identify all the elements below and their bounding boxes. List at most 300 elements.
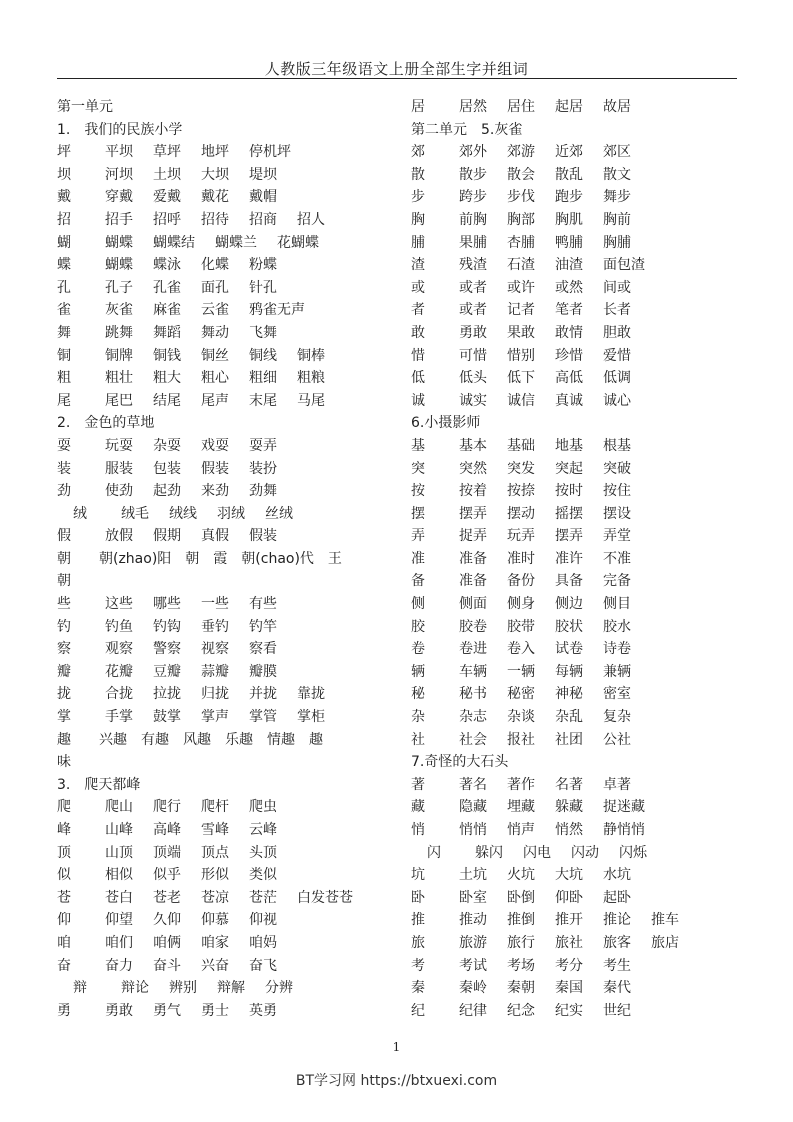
compound-word: 捉迷藏 [603,799,645,816]
character-entry [411,186,751,209]
compound-word: 悄然 [555,822,583,838]
compound-word: 卓著 [603,776,631,793]
compound-word: 突破 [603,460,631,477]
compound-word: 奋力 [105,957,133,974]
compound-word: 悄声 [507,822,535,838]
character-entry [411,164,751,187]
character-entry [411,548,751,571]
compound-word: 蝶泳 [153,257,181,274]
entry-character: 藏 [411,799,425,816]
compound-word: 咱家 [201,934,229,951]
compound-word: 视察 [201,641,229,658]
compound-word: 末尾 [249,392,277,409]
compound-word: 咱们 [105,934,133,951]
compound-word: 招商 [249,211,277,228]
compound-word: 低头 [459,370,487,387]
section-heading: 6.小摄影师 [411,415,481,432]
compound-word: 戴帽 [249,189,277,206]
character-entry [411,232,751,255]
compound-word: 化蝶 [201,257,229,274]
compound-word: 咱俩 [153,934,181,951]
compound-word: 步伐 [507,189,535,206]
character-entry [57,209,397,232]
compound-word: 著名 [459,776,487,793]
entry-character: 弄 [411,528,425,545]
compound-word: 绒线 [169,505,197,522]
character-entry [411,458,751,481]
compound-word: 苍老 [153,889,181,906]
character-entry [57,232,397,255]
compound-word: 奋斗 [153,957,181,974]
compound-word: 每辆 [555,663,583,680]
compound-word: 车辆 [459,663,487,680]
character-entry [57,706,397,729]
compound-word: 推倒 [507,912,535,929]
compound-word: 爱戴 [153,189,181,206]
compound-word: 瓣膜 [249,663,277,680]
compound-word: 散文 [603,166,631,183]
compound-word: 铜钱 [153,347,181,364]
header-divider [57,78,737,79]
character-entry [57,367,397,390]
entry-character: 突 [411,460,425,477]
compound-word: 铜丝 [201,347,229,364]
compound-word: 仰慕 [201,912,229,929]
character-entry [411,299,751,322]
character-entry [411,277,751,300]
compound-word: 包装 [153,460,181,477]
compound-word: 摆弄 [555,528,583,545]
entry-character: 招 [57,211,71,228]
compound-word: 白发苍苍 [297,889,353,906]
compound-word: 摆动 [507,505,535,522]
compound-word: 诗卷 [603,641,631,658]
character-entry [57,164,397,187]
entry-character: 耍 [57,437,71,454]
compound-word: 果脯 [459,234,487,251]
compound-word: 隐藏 [459,799,487,816]
section-heading: 第二单元 5.灰雀 [411,121,523,138]
compound-word: 地基 [555,437,583,454]
compound-word: 云雀 [201,302,229,319]
compound-word: 勇敢 [105,1002,133,1019]
compound-word: 归拢 [201,686,229,703]
compound-word: 油渣 [555,257,583,274]
compound-word: 准备 [459,550,487,567]
compound-word: 蝴蝶结 [153,234,195,251]
compound-word: 诚心 [603,392,631,409]
compound-word: 顶点 [201,844,229,861]
compound-word: 散乱 [555,166,583,183]
compound-word: 头顶 [249,844,277,861]
compound-word: 有些 [249,596,277,613]
compound-word: 杂志 [459,709,487,726]
compound-word: 玩弄 [507,528,535,545]
compound-word: 尾声 [201,392,229,409]
right-column [411,96,751,1022]
compound-word: 奋飞 [249,957,277,974]
character-entry [57,864,397,887]
compound-word: 铜线 [249,347,277,364]
compound-word: 这些 [105,596,133,613]
compound-word: 地坪 [201,144,229,161]
compound-word: 居然 [459,99,487,115]
entry-character: 或 [411,279,425,296]
character-entry [411,345,751,368]
compound-word: 弄堂 [603,528,631,545]
compound-word: 复杂 [603,709,631,726]
compound-word: 铜棒 [297,347,325,364]
character-entry [411,661,751,684]
entry-character: 杂 [411,709,425,726]
compound-word: 杂耍 [153,437,181,454]
entry-character: 瓣 [57,663,71,680]
compound-word: 水坑 [603,867,631,884]
compound-word: 旅客 [603,934,631,951]
compound-word: 突然 [459,460,487,477]
compound-word: 英勇 [249,1002,277,1019]
character-entry [57,977,397,1000]
compound-word: 耍弄 [249,437,277,454]
compound-word: 胆敢 [603,324,631,341]
compound-word: 类似 [249,867,277,884]
compound-word: 分辨 [265,980,293,997]
compound-word: 钓鱼 [105,618,133,635]
compound-word: 戴花 [201,189,229,206]
compound-word: 考场 [507,957,535,974]
entry-character: 装 [57,460,71,477]
compound-word: 密室 [603,686,631,703]
compound-word: 来劲 [201,483,229,500]
character-entry [411,864,751,887]
compound-word: 可惜 [459,347,487,364]
compound-word: 平坝 [105,144,133,161]
compound-word: 旅游 [459,934,487,951]
compound-word: 按时 [555,483,583,500]
character-entry [411,570,751,593]
compound-word: 形似 [201,867,229,884]
compound-word: 敢情 [555,324,583,341]
compound-word: 并拢 [249,686,277,703]
compound-word: 摆设 [603,505,631,522]
section-heading: 7.奇怪的大石头 [411,754,509,771]
entry-character: 坪 [57,144,71,161]
entry-character: 拢 [57,686,71,703]
entry-character: 渣 [411,257,425,274]
character-entry [57,390,397,413]
entry-character: 闪 [427,844,441,861]
character-entry [57,955,397,978]
character-entry [411,593,751,616]
entry-character: 居 [411,99,425,115]
entry-line: 味 [57,754,71,771]
compound-word: 兴奋 [201,957,229,974]
character-entry [57,819,397,842]
compound-word: 一些 [201,596,229,613]
compound-word: 郊区 [603,144,631,161]
compound-word: 面包渣 [603,257,645,274]
entry-character: 秘 [411,686,425,703]
character-entry [411,955,751,978]
compound-word: 胸前 [603,211,631,228]
compound-word: 蒜瓣 [201,663,229,680]
left-column [57,96,397,1022]
compound-word: 故居 [603,99,631,115]
entry-character: 戴 [57,189,71,206]
compound-word: 大坑 [555,867,583,884]
entry-character: 辆 [411,663,425,680]
entry-character: 郊 [411,144,425,161]
compound-word: 推车 [651,912,679,929]
compound-word: 羽绒 [217,505,245,522]
compound-word: 社团 [555,731,583,748]
compound-word: 爬杆 [201,799,229,816]
compound-word: 钓竿 [249,618,277,635]
compound-word: 辩解 [217,980,245,997]
entry-character: 苍 [57,889,71,906]
compound-word: 马尾 [297,392,325,409]
character-entry [411,796,751,819]
character-entry [411,683,751,706]
compound-word: 拉拢 [153,686,181,703]
character-entry [57,503,397,526]
compound-word: 埋藏 [507,799,535,816]
compound-word: 结尾 [153,392,181,409]
compound-word: 报社 [507,731,535,748]
entry-character: 雀 [57,302,71,319]
character-entry [411,774,751,797]
entry-character: 铜 [57,347,71,364]
compound-word: 摇摆 [555,505,583,522]
compound-word: 纪念 [507,1002,535,1019]
compound-word: 准备 [459,573,487,590]
compound-word: 卷进 [459,641,487,658]
entry-line: 朝 朝(zhao)阳 朝 霞 朝(chao)代 王 [57,550,342,567]
character-entry [411,616,751,639]
compound-word: 间或 [603,279,631,296]
compound-word: 麻雀 [153,302,181,319]
character-entry [411,367,751,390]
compound-word: 土坝 [153,166,181,183]
compound-word: 杂乱 [555,709,583,726]
compound-word: 果敢 [507,324,535,341]
compound-word: 胸肌 [555,211,583,228]
compound-word: 闪电 [523,844,551,861]
compound-word: 旅行 [507,934,535,951]
character-entry [57,683,397,706]
compound-word: 突发 [507,460,535,477]
entry-character: 掌 [57,709,71,726]
compound-word: 堤坝 [249,166,277,183]
compound-word: 真假 [201,528,229,545]
compound-word: 考试 [459,957,487,974]
entry-character: 侧 [411,596,425,613]
compound-word: 土坑 [459,867,487,884]
compound-word: 铜牌 [105,347,133,364]
entry-character: 脯 [411,234,425,251]
compound-word: 秘书 [459,686,487,703]
compound-word: 闪烁 [619,844,647,861]
compound-word: 完备 [603,573,631,590]
compound-word: 或者 [459,302,487,319]
compound-word: 起卧 [603,889,631,906]
entry-character: 顶 [57,844,71,861]
entry-character: 钓 [57,618,71,635]
compound-word: 郊外 [459,144,487,161]
compound-word: 推论 [603,912,631,929]
compound-word: 粗心 [201,370,229,387]
entry-character: 咱 [57,934,71,951]
compound-word: 勇士 [201,1002,229,1019]
compound-word: 准许 [555,550,583,567]
compound-word: 掌声 [201,709,229,726]
section-heading: 1. 我们的民族小学 [57,121,183,138]
compound-word: 停机坪 [249,144,291,161]
compound-word: 侧边 [555,596,583,613]
compound-word: 招呼 [153,211,181,228]
entry-character: 孔 [57,279,71,296]
compound-word: 或然 [555,279,583,296]
character-entry [57,616,397,639]
compound-word: 胸部 [507,211,535,228]
compound-word: 郊游 [507,144,535,161]
compound-word: 河坝 [105,166,133,183]
compound-word: 闪动 [571,844,599,861]
compound-word: 卧室 [459,889,487,906]
character-entry [411,729,751,752]
compound-word: 哪些 [153,596,181,613]
compound-word: 跳舞 [105,324,133,341]
compound-word: 记者 [507,302,535,319]
compound-word: 准时 [507,550,535,567]
character-entry [411,96,751,119]
compound-word: 高低 [555,370,583,387]
footer-watermark: BT学习网 https://btxuexi.com [295,1073,498,1089]
entry-character: 推 [411,912,425,929]
document-title: 人教版三年级语文上册全部生字并组词 [264,60,529,78]
character-entry [411,141,751,164]
character-entry [411,503,751,526]
compound-word: 警察 [153,641,181,658]
character-entry [57,638,397,661]
character-entry [57,887,397,910]
compound-word: 侧目 [603,596,631,613]
compound-word: 掌管 [249,709,277,726]
compound-word: 苍茫 [249,889,277,906]
compound-word: 或者 [459,279,487,296]
entry-character: 纪 [411,1002,425,1019]
compound-word: 勇气 [153,1002,181,1019]
compound-word: 钓钩 [153,618,181,635]
compound-word: 试卷 [555,641,583,658]
compound-word: 具备 [555,573,583,590]
character-entry [57,277,397,300]
compound-word: 推开 [555,912,583,929]
entry-character: 考 [411,957,425,974]
compound-word: 著作 [507,776,535,793]
compound-word: 真诚 [555,392,583,409]
compound-word: 秘密 [507,686,535,703]
compound-word: 粗大 [153,370,181,387]
entry-character: 敢 [411,324,425,341]
compound-word: 山峰 [105,822,133,838]
compound-word: 高峰 [153,822,181,838]
compound-word: 粗细 [249,370,277,387]
entry-character: 者 [411,302,425,319]
character-entry [57,480,397,503]
compound-word: 基础 [507,437,535,454]
compound-word: 灰雀 [105,302,133,319]
compound-word: 摆弄 [459,505,487,522]
compound-word: 公社 [603,731,631,748]
character-entry [57,458,397,481]
compound-word: 掌柜 [297,709,325,726]
compound-word: 面孔 [201,279,229,296]
compound-word: 仰望 [105,912,133,929]
entry-character: 按 [411,483,425,500]
compound-word: 垂钓 [201,618,229,635]
compound-word: 散会 [507,166,535,183]
compound-word: 粗粮 [297,370,325,387]
compound-word: 丝绒 [265,505,293,522]
compound-word: 神秘 [555,686,583,703]
character-entry [57,593,397,616]
character-entry [411,435,751,458]
compound-word: 招人 [297,211,325,228]
compound-word: 悄悄 [459,822,487,838]
compound-word: 火坑 [507,867,535,884]
compound-word: 孔子 [105,279,133,296]
compound-word: 蝴蝶兰 [215,234,257,251]
character-entry [411,887,751,910]
character-entry [57,525,397,548]
page-number: 1 [392,1040,401,1054]
compound-word: 花蝴蝶 [277,234,319,251]
entry-line: 朝 [57,573,71,590]
compound-word: 静悄悄 [603,822,645,838]
character-entry [411,525,751,548]
character-entry [57,796,397,819]
entry-character: 峰 [57,822,71,838]
compound-word: 诚实 [459,392,487,409]
compound-word: 旅店 [651,934,679,951]
entry-character: 著 [411,776,425,793]
compound-word: 蝴蝶 [105,234,133,251]
compound-word: 苍白 [105,889,133,906]
character-entry [57,186,397,209]
compound-word: 假期 [153,528,181,545]
compound-word: 卷入 [507,641,535,658]
compound-word: 舞步 [603,189,631,206]
compound-word: 根基 [603,437,631,454]
compound-word: 勇敢 [459,324,487,341]
compound-word: 招手 [105,211,133,228]
entry-character: 惜 [411,347,425,364]
compound-word: 珍惜 [555,347,583,364]
compound-word: 考分 [555,957,583,974]
compound-word: 长者 [603,302,631,319]
entry-character: 备 [411,573,425,590]
compound-word: 鸭脯 [555,234,583,251]
entry-character: 舞 [57,324,71,341]
compound-word: 胶卷 [459,618,487,635]
compound-word: 装扮 [249,460,277,477]
compound-word: 咱妈 [249,934,277,951]
compound-word: 粗壮 [105,370,133,387]
compound-word: 假装 [249,528,277,545]
character-entry [57,254,397,277]
compound-word: 胶状 [555,618,583,635]
